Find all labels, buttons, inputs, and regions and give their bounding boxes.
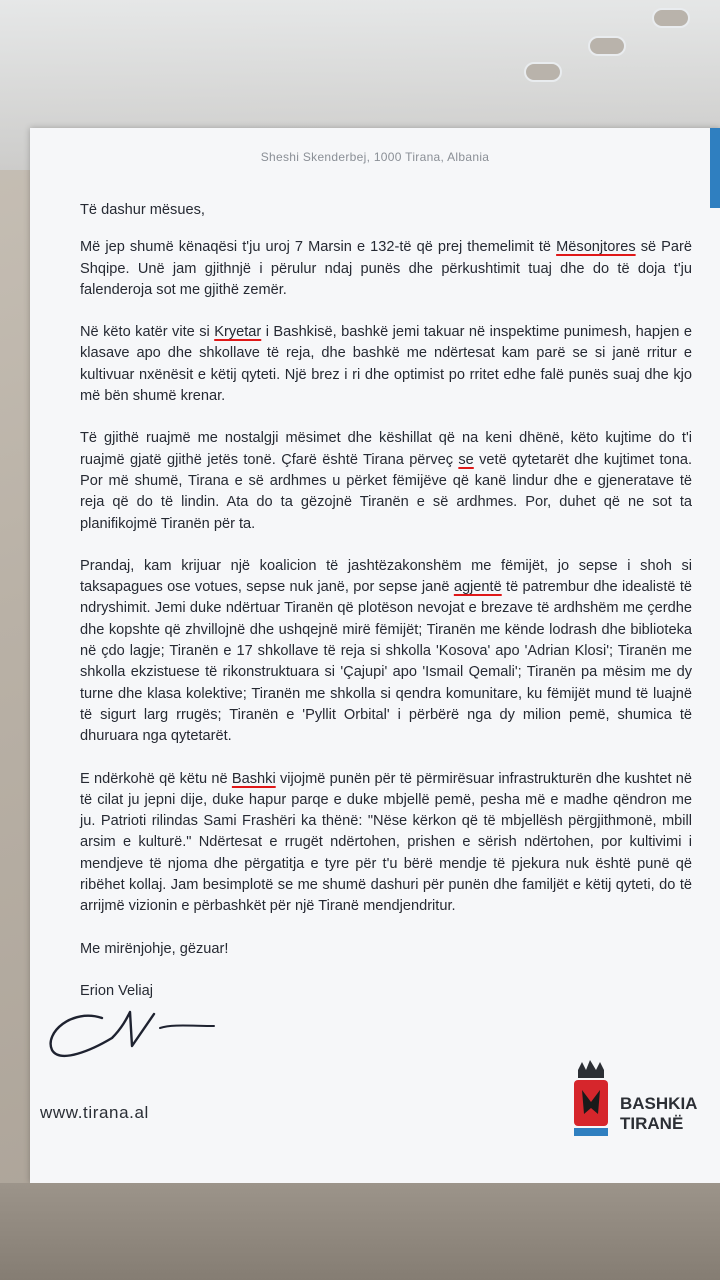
paragraph-4: Prandaj, kam krijuar një koalicion të jashtëzakonshëm me fëmijët, jo sepse i shoh si taksapagues ose votues, sepse nuk janë, por sepse janë agjentë të patrembur dhe idealistë të ndryshimit. Jemi duke ndërtuar Tiranën që plotëson nevojat e brezave të ardhshëm me çerdhe dhe kopshte që zhvillojnë dhe ushqejnë mirë fëmijët; Tiranën me kënde lodrash dhe biblioteka në çdo lagje; Tiranën e 17 shkollave të reja si shkolla 'Kosova' apo 'Adrian Klosi'; Tiranën me shkolla ekzistuese të rikonstruktuara si 'Çajupi' apo 'Ismail Qemali'; Tiranën pa mësim me dy turne dhe klasa kolektive; Tiranën me shkolla si qendra komunitare, ku fëmijët mund të luajnë të sigurt larg rrugës; Tiranën e 'Pyllit Orbital' i përbërë nga dy milion pemë, shumica të dhuruara nga qytetarët. <box>80 557 692 745</box>
signer-name: Erion Veliaj <box>80 982 154 999</box>
logo-text: BASHKIA TIRANË <box>620 1094 698 1133</box>
letter-page <box>30 128 720 1183</box>
paragraph-5: E ndërkohë që këtu në Bashki vijojmë punën për të përmirësuar infrastrukturën dhe kushtet në të cilat ju jepni dije, duke hapur parqe e duke mbjellë pemë, pesha më e madhe qëndron me ju. Patrioti rilindas Sami Frashëri ka thënë: "Nëse kërkon që të mbjellësh përgjithmonë, mbill arsim e kulturë." Ndërtesat e rrugët ndërtohen, prishen e sërish ndërtohen, por kultivimi i mendjeve të njoma dhe përgatitja e tyre për t'u bërë mendje të pjekura nuk është punë që ribëhet kollaj. Jam besimplotë se me shumë dashuri për punën dhe familjët e këtij qyteti, do të arrijmë vizionin e përbashkët për një Tiranë mendjendritur. <box>80 770 692 915</box>
greeting: Të dashur mësues, <box>80 202 205 218</box>
table-surface <box>0 1183 720 1280</box>
signature-icon <box>42 998 222 1068</box>
accent-stripe <box>710 128 720 208</box>
website-link[interactable]: www.tirana.al <box>40 1103 149 1122</box>
address-line: Sheshi Skenderbej, 1000 Tirana, Albania <box>260 150 490 164</box>
sleeve-hole <box>652 8 690 28</box>
sleeve-hole <box>524 62 562 82</box>
letter-body <box>80 200 692 1023</box>
closing-line: Me mirënjohje, gëzuar! <box>80 940 229 957</box>
underlined-word: se <box>458 451 474 468</box>
paragraph-1: Më jep shumë kënaqësi t'ju uroj 7 Marsin e 132-të që prej themelimit të Mësonjtores së Parë Shqipe. Unë jam gjithnjë i përulur ndaj punës dhe përkushtimit tuaj dhe do të doja t'ju falenderoja sot me gjithë zemër. <box>80 239 693 298</box>
sleeve-hole <box>588 36 626 56</box>
underlined-word: Bashki <box>231 770 276 787</box>
circled-word: agjentë <box>453 579 502 596</box>
paragraph-2: Në këto katër vite si Kryetar i Bashkisë, bashkë jemi takuar në inspektime punimesh, hapjen e klasave apo dhe shkollave të reja, dhe bashkë me ndërtesat kam parë se si janë rritur e kultivuar nxënësit e këtij qyteti. Një brez i ri dhe optimist po rritet edhe falë punës suaj dhe kjo më bën shumë krenar. <box>80 324 692 405</box>
paragraph-3: Të gjithë ruajmë me nostalgji mësimet dhe këshillat që na keni dhënë, këto kujtime do t'i ruajmë gjatë gjithë jetës tonë. Çfarë është Tirana përveç se vetë qytetarët dhe kujtimet tona. Por më shumë, Tirana e së ardhmes u përket fëmijëve që kanë lindur dhe e gjeneratave të reja që do të lindin. Ata do ta gëzojnë Tiranën e së ardhmes. Por, duhet që ne sot ta planifikojmë Tiranën për ta. <box>80 430 693 532</box>
underlined-word: Kryetar <box>214 324 262 341</box>
underlined-word: Mësonjtores <box>556 239 636 256</box>
